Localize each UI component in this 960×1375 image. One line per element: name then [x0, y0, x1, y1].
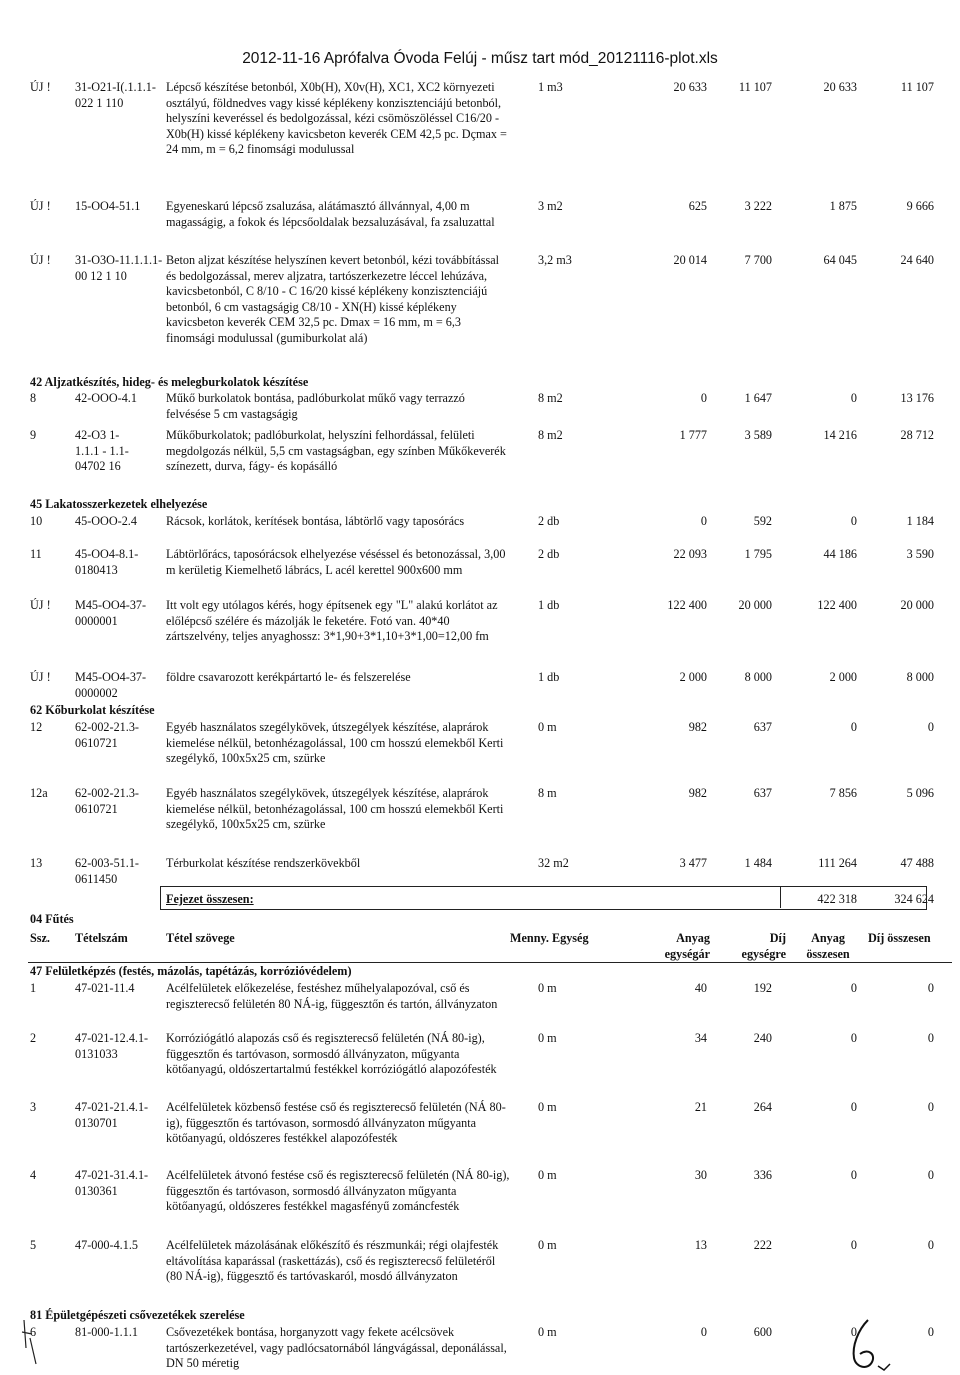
labor-total: 0 [927, 1168, 934, 1182]
item-number: 9 [30, 428, 37, 442]
item-code-line2: 00 12 1 10 [75, 268, 127, 283]
item-number: 8 [30, 391, 37, 405]
item-description: Egyeneskarú lépcső zsaluzása, alátámasztó állvánnyal, 4,00 m magasságig, a fokok és lépcsőoldalak bezsaluzásával, fa zsaluzattal [166, 199, 495, 229]
column-header-material-total: Anyag összesen [806, 931, 850, 961]
labor-total: 13 176 [900, 391, 934, 405]
material-unit-price: 122 400 [667, 598, 707, 612]
item-code: 15-OO4-51.1 [75, 199, 141, 213]
new-item-flag: ÚJ ! [30, 80, 51, 94]
item-code: 42-O3 1- [75, 428, 120, 442]
item-description: Lábtörlőrács, taposórácsok elhelyezése véséssel és betonozással, 3,00 m kerületig Kiemelhető lábrács, L acél kerettel 900x600 mm [166, 547, 506, 577]
material-unit-price: 0 [700, 1325, 707, 1339]
labor-unit-price: 1 484 [744, 856, 772, 870]
material-unit-price: 625 [688, 199, 707, 213]
material-unit-price: 13 [694, 1238, 707, 1252]
item-code-line2: 0000001 [75, 613, 118, 628]
material-total: 0 [850, 391, 857, 405]
material-total: 2 000 [829, 670, 857, 684]
item-code-line3: 04702 16 [75, 459, 121, 474]
item-code: 62-002-21.3- [75, 786, 139, 800]
item-quantity-unit: 0 m [538, 1238, 557, 1252]
section-heading-04: 04 Fűtés [30, 912, 74, 926]
labor-total: 0 [927, 1100, 934, 1114]
labor-unit-price: 336 [753, 1168, 772, 1182]
handwritten-mark-left [18, 1318, 44, 1368]
labor-unit-price: 8 000 [744, 670, 772, 684]
item-description: Egyéb használatos szegélykövek, útszegélyek készítése, alaprárok kiemelése nélkül, betonhézagolással, 100 cm hosszú elemekből Kerti szegélykő, 100x5x25 cm, szürke [166, 786, 504, 832]
material-unit-price: 30 [694, 1168, 707, 1182]
item-number: ÚJ ! [30, 598, 51, 612]
item-quantity-unit: 0 m [538, 981, 557, 995]
item-quantity-unit: 8 m2 [538, 428, 563, 442]
material-total: 122 400 [817, 598, 857, 612]
material-total: 0 [850, 720, 857, 734]
labor-unit-price: 637 [753, 720, 772, 734]
item-description: Térburkolat készítése rendszerkövekből [166, 856, 361, 870]
labor-unit-price: 7 700 [744, 253, 772, 267]
material-unit-price: 982 [688, 720, 707, 734]
section-heading-45: 45 Lakatosszerkezetek elhelyezése [30, 497, 208, 511]
item-number: 12a [30, 786, 48, 800]
item-code: 62-003-51.1- [75, 856, 139, 870]
material-total: 64 045 [823, 253, 857, 267]
material-total: 0 [850, 1168, 857, 1182]
material-unit-price: 21 [694, 1100, 707, 1114]
labor-unit-price: 222 [753, 1238, 772, 1252]
item-number: 5 [30, 1238, 37, 1252]
chapter-total-material: 422 318 [817, 892, 857, 906]
material-total: 20 633 [823, 80, 857, 94]
item-code-line2: 0610721 [75, 735, 118, 750]
labor-total: 0 [927, 720, 934, 734]
material-unit-price: 0 [700, 514, 707, 528]
item-description: Egyéb használatos szegélykövek, útszegélyek készítése, alaprárok kiemelése nélkül, betonhézagolással, 100 cm hosszú elemekből Kerti szegélykő, 100x5x25 cm, szürke [166, 720, 504, 766]
item-description: Csővezetékek bontása, horganyzott vagy fekete acélcsövek tartószerkezetével, vagy padlócsatornából lángvágással, deponálással, DN 50 méretig [166, 1325, 507, 1371]
labor-total: 9 666 [906, 199, 934, 213]
item-description: Acélfelületek átvonó festése cső és regiszterecső felületén (NÁ 80-ig), függesztőn és tartóvason, sormosdó állványzaton műgyanta kötőanyagú, oldószeres festékkel magasfényű zománcfesték [166, 1168, 510, 1214]
labor-total: 11 107 [900, 80, 934, 94]
section-heading-62: 62 Kőburkolat készítése [30, 703, 155, 717]
new-item-flag: ÚJ ! [30, 253, 51, 267]
labor-unit-price: 20 000 [738, 598, 772, 612]
labor-unit-price: 592 [753, 514, 772, 528]
item-code: 45-OOO-2.4 [75, 514, 137, 528]
column-header-rule [28, 962, 952, 963]
column-header-material-unit-price: Anyag egységár [664, 931, 710, 961]
item-description: Itt volt egy utólagos kérés, hogy építsenek egy "L" alakú korlátot az előlépcső szélére és mázolják le feketére. Fotó van. 40*40 zártszelvény, teljes anyaghossz: 3*1,90+3*1,10+3*1,00=12,00 fm [166, 598, 498, 644]
material-total: 0 [850, 1100, 857, 1114]
material-total: 14 216 [823, 428, 857, 442]
labor-total: 0 [927, 981, 934, 995]
item-quantity-unit: 8 m2 [538, 391, 563, 405]
item-code: 62-002-21.3- [75, 720, 139, 734]
column-header-item-text: Tétel szövege [166, 931, 235, 945]
item-code-line2: 0180413 [75, 562, 118, 577]
item-code-line2: 0611450 [75, 871, 118, 886]
material-unit-price: 0 [700, 391, 707, 405]
item-quantity-unit: 1 m3 [538, 80, 563, 94]
item-code-line2: 0000002 [75, 685, 118, 700]
item-quantity-unit: 0 m [538, 1100, 557, 1114]
labor-total: 1 184 [906, 514, 934, 528]
document-title: 2012-11-16 Aprófalva Óvoda Felúj - műsz tart mód_20121116-plot.xls [242, 50, 718, 67]
chapter-total-labor: 324 624 [894, 892, 934, 906]
material-total: 0 [850, 1238, 857, 1252]
item-quantity-unit: 2 db [538, 547, 560, 561]
column-header-item-code: Tételszám [75, 931, 128, 945]
labor-total: 47 488 [900, 856, 934, 870]
material-total: 0 [850, 981, 857, 995]
material-total: 44 186 [823, 547, 857, 561]
chapter-total-divider [780, 886, 781, 908]
item-code-line2: 0131033 [75, 1046, 118, 1061]
labor-unit-price: 600 [753, 1325, 772, 1339]
item-quantity-unit: 1 db [538, 670, 560, 684]
item-code: 31-O21-I(.1.1.1- [75, 80, 156, 94]
labor-total: 0 [927, 1031, 934, 1045]
item-code: 45-OO4-8.1- [75, 547, 139, 561]
labor-unit-price: 3 222 [744, 199, 772, 213]
labor-total: 28 712 [900, 428, 934, 442]
material-total: 0 [850, 514, 857, 528]
item-number: 10 [30, 514, 43, 528]
column-header-labor-total: Díj összesen [868, 931, 931, 945]
item-code-line2: 0130701 [75, 1115, 118, 1130]
material-total: 111 264 [818, 856, 857, 870]
labor-unit-price: 1 647 [744, 391, 772, 405]
item-number: 3 [30, 1100, 37, 1114]
item-quantity-unit: 3,2 m3 [538, 253, 572, 267]
column-header-ssz: Ssz. [30, 931, 50, 945]
section-heading-47: 47 Felületképzés (festés, mázolás, tapétázás, korrózióvédelem) [30, 964, 352, 978]
item-description: Korróziógátló alapozás cső és regiszterecső felületén (NÁ 80-ig), függesztőn és tartóvason, sormosdó állványzaton, műgyanta kötőanyagú, oldószertartalmú festékkel korróziógátló alapozófesték [166, 1031, 497, 1077]
item-code: 42-OOO-4.1 [75, 391, 137, 405]
handwritten-page-number [838, 1316, 898, 1374]
item-number: 11 [30, 547, 42, 561]
item-quantity-unit: 0 m [538, 720, 557, 734]
labor-unit-price: 11 107 [738, 80, 772, 94]
labor-total: 20 000 [900, 598, 934, 612]
item-quantity-unit: 3 m2 [538, 199, 563, 213]
item-code: 47-021-11.4 [75, 981, 135, 995]
item-number: 2 [30, 1031, 37, 1045]
new-item-flag: ÚJ ! [30, 199, 51, 213]
item-quantity-unit: 2 db [538, 514, 560, 528]
item-code: 47-021-12.4.1- [75, 1031, 149, 1045]
item-quantity-unit: 1 db [538, 598, 560, 612]
item-description: Acélfelületek előkezelése, festéshez műhelyalapozóval, cső és regiszterecső felületén 80 NÁ-ig, függesztőn és tartón, állványzaton [166, 981, 498, 1011]
item-description: Beton aljzat készítése helyszínen kevert betonból, kézi továbbítással és bedolgozással, merev aljzatra, tartószerkezetre léccel lehúzáva, kavicsbetonból, C 8/10 - C 16/20 kissé képlékeny konzisztenciájú betonból, 6 cm vastagságig C8/10 - XN(H) kissé képlékeny kavicsbeton keverék CEM 32,5 pc. Dmax = 16 mm, m = 6,3 finomsági modulussal (gumiburkolat alá) [166, 253, 500, 345]
item-quantity-unit: 0 m [538, 1168, 557, 1182]
section-heading-42: 42 Aljzatkészítés, hideg- és melegburkolatok készítése [30, 375, 309, 389]
material-unit-price: 3 477 [679, 856, 707, 870]
material-unit-price: 982 [688, 786, 707, 800]
item-code-line2: 1.1.1 - 1.1- [75, 443, 129, 458]
labor-unit-price: 192 [753, 981, 772, 995]
item-code: 81-000-1.1.1 [75, 1325, 138, 1339]
item-description: Műkő burkolatok bontása, padlóburkolat műkő vagy terrazzó felvésése 5 cm vastagságig [166, 391, 465, 421]
item-quantity-unit: 0 m [538, 1031, 557, 1045]
item-code-line2: 0130361 [75, 1183, 118, 1198]
material-unit-price: 34 [694, 1031, 707, 1045]
item-description: földre csavarozott kerékpártartó le- és felszerelése [166, 670, 411, 684]
item-code: M45-OO4-37- [75, 598, 147, 612]
item-code: 31-O3O-11.1.1.1- [75, 253, 163, 267]
labor-unit-price: 240 [753, 1031, 772, 1045]
item-description: Acélfelületek közbenső festése cső és regiszterecső felületén (NÁ 80-ig), függesztőn és tartóvason, sormosdó állványzaton műgyanta kötőanyagú, oldószeres festékkel alapozófesték [166, 1100, 506, 1146]
item-quantity-unit: 0 m [538, 1325, 557, 1339]
item-number: 13 [30, 856, 43, 870]
chapter-total-box [160, 886, 927, 910]
material-unit-price: 40 [694, 981, 707, 995]
material-total: 7 856 [829, 786, 857, 800]
material-unit-price: 22 093 [673, 547, 707, 561]
item-description: Lépcső készítése betonból, X0b(H), X0v(H), XC1, XC2 környezeti osztályú, földnedves vagy kissé képlékeny konzisztenciájú betonból, helyszíni keveréssel és bedolgozással, kézi csömöszöléssel C16/20 - X0b(H) kissé képlékeny kavicsbeton keverék CEM 42,5 pc. Dçmax = 24 mm, m = 6,2 finomsági modulussal [166, 80, 507, 157]
item-code: M45-OO4-37- [75, 670, 147, 684]
chapter-total-label: Fejezet összesen: [166, 892, 254, 906]
item-code-line2: 0610721 [75, 801, 118, 816]
material-unit-price: 2 000 [679, 670, 707, 684]
section-heading-81: 81 Épületgépészeti csővezetékek szerelése [30, 1308, 245, 1322]
item-quantity-unit: 32 m2 [538, 856, 569, 870]
labor-total: 3 590 [906, 547, 934, 561]
item-description: Műkőburkolatok; padlóburkolat, helyszíni felhordással, felületi megdolgozás nélkül, 5,5 cm vastagságban, egy színben Műkőkeverék színezett, durva, fágy- és kopásálló [166, 428, 506, 474]
item-number: 1 [30, 981, 37, 995]
material-total: 0 [850, 1031, 857, 1045]
material-unit-price: 20 014 [673, 253, 707, 267]
labor-unit-price: 3 589 [744, 428, 772, 442]
item-code-line2: 022 1 110 [75, 95, 124, 110]
material-unit-price: 1 777 [679, 428, 707, 442]
item-quantity-unit: 8 m [538, 786, 557, 800]
labor-unit-price: 264 [753, 1100, 772, 1114]
material-total: 1 875 [829, 199, 857, 213]
item-description: Rácsok, korlátok, kerítések bontása, lábtörlő vagy taposórács [166, 514, 465, 528]
material-unit-price: 20 633 [673, 80, 707, 94]
item-number: 4 [30, 1168, 37, 1182]
labor-unit-price: 637 [753, 786, 772, 800]
labor-unit-price: 1 795 [744, 547, 772, 561]
labor-total: 24 640 [900, 253, 934, 267]
item-number: 12 [30, 720, 43, 734]
item-number: ÚJ ! [30, 670, 51, 684]
labor-total: 8 000 [906, 670, 934, 684]
item-code: 47-021-21.4.1- [75, 1100, 149, 1114]
labor-total: 0 [927, 1325, 934, 1339]
labor-total: 5 096 [906, 786, 934, 800]
item-number: 6 [30, 1325, 37, 1339]
labor-total: 0 [927, 1238, 934, 1252]
item-code: 47-021-31.4.1- [75, 1168, 149, 1182]
column-header-quantity-unit: Menny. Egység [510, 931, 589, 945]
item-code: 47-000-4.1.5 [75, 1238, 138, 1252]
column-header-labor-unit-price: Díj egységre [741, 931, 786, 961]
item-description: Acélfelületek mázolásának előkészítő és részmunkái; régi olajfesték eltávolítása kaparással (raskettázás), cső és regiszterecső felületéről (80 NÁ-ig), függesztő és tartóvaskaról, mosdó állványzaton [166, 1238, 499, 1284]
material-total: 0 [850, 1325, 857, 1339]
